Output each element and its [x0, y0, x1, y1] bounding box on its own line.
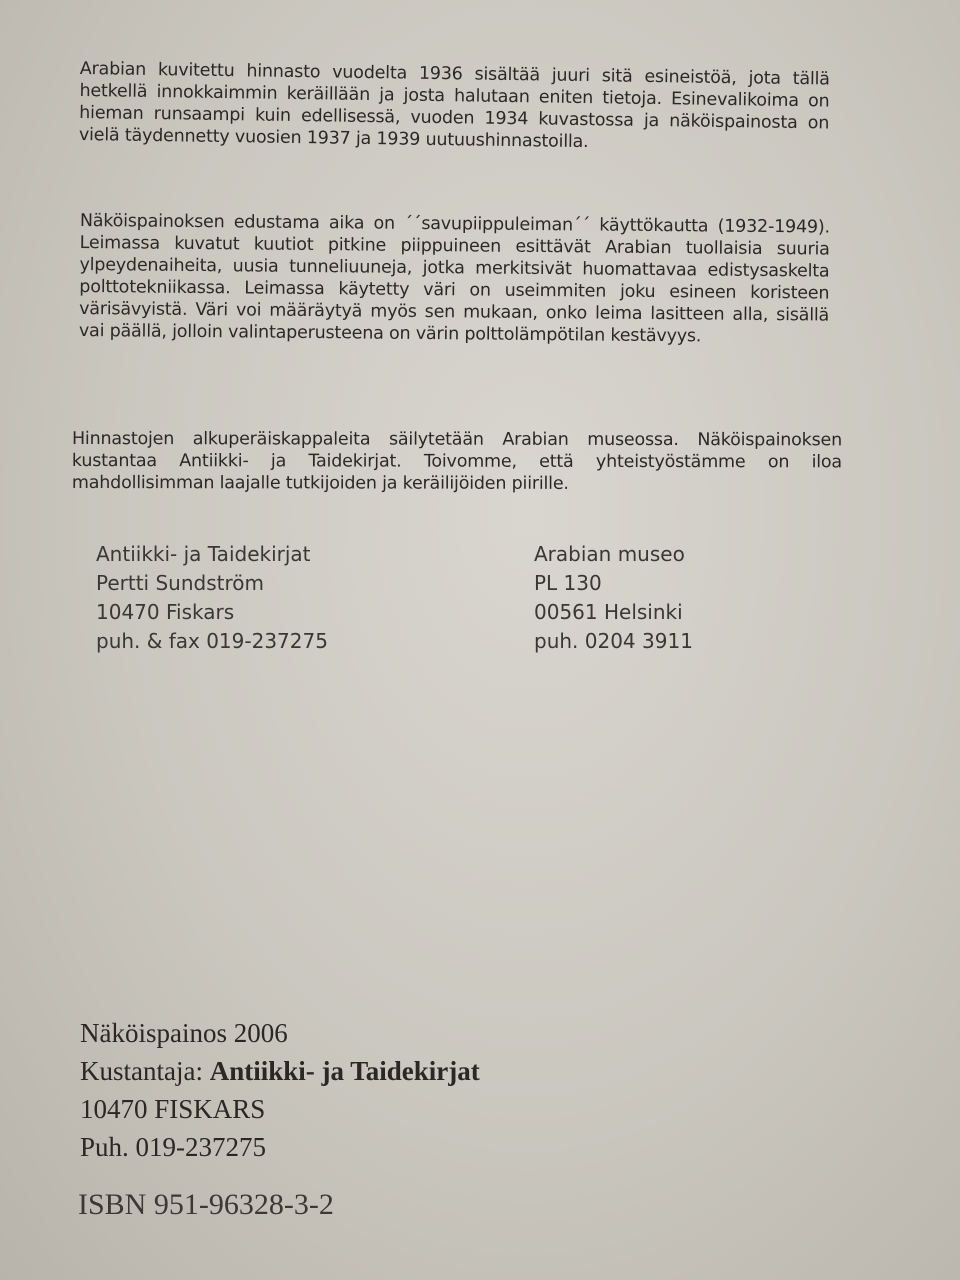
address-line: puh. 0204 3911: [534, 629, 693, 653]
address-line: Pertti Sundström: [96, 571, 264, 595]
address-line: Antiikki- ja Taidekirjat: [96, 542, 311, 566]
museum-paragraph: Hinnastojen alkuperäiskappaleita säilytetään Arabian museossa. Näköispainoksen kustantaa Antiikki- ja Taidekirjat. Toivomme, että yhteistyöstämme on iloa mahdollisimman laajalle tutkijoiden ja keräilijöiden piirille.: [71, 429, 842, 494]
edition-line: Näköispainos 2006: [80, 1018, 288, 1048]
address-line: 10470 Fiskars: [96, 600, 235, 624]
address-line: puh. & fax 019-237275: [96, 629, 328, 653]
address-line: 00561 Helsinki: [534, 600, 683, 624]
imprint-block: [80, 1014, 480, 1166]
address-line: PL 130: [534, 571, 602, 595]
isbn-number: ISBN 951-96328-3-2: [78, 1188, 334, 1221]
address-line: Arabian museo: [534, 542, 685, 566]
stamp-paragraph: Näköispainoksen edustama aika on ´´savupiippuleiman´´ käyttökautta (1932-1949). Leimassa kuvatut kuutiot pitkine piippuineen esittävät Arabian tuollaisia suuria ylpeydenaiheita, uusia tunneliuuneja, jotka merkitsivät huomattavaa edistysaskelta polttotekniikassa. Leimassa käytetty väri on useimmiten joku esineen koristeen värisävyistä. Väri voi määräytyä myös sen mukaan, onko leima lasitteen alla, sisällä vai päällä, jolloin valintaperusteena on värin polttolämpötilan kestävyys.: [78, 210, 830, 347]
publisher-name: Antiikki- ja Taidekirjat: [209, 1056, 480, 1086]
intro-paragraph: Arabian kuvitettu hinnasto vuodelta 1936 sisältää juuri sitä esineistöä, jota tällä hetkellä innokkaimmin keräillään ja josta halutaan eniten tietoja. Esinevalikoima on hieman runsaampi kuin edellisessä, vuoden 1934 kuvastossa ja näköispainosta on vielä täydennetty vuosien 1937 ja 1939 uutuushinnastoilla.: [78, 58, 830, 153]
museum-address: [534, 540, 693, 656]
publisher-line: [80, 1052, 480, 1090]
publisher-label: Kustantaja:: [80, 1056, 203, 1086]
phone-line: Puh. 019-237275: [80, 1132, 267, 1162]
publisher-address: [96, 540, 328, 656]
city-line: 10470 FISKARS: [80, 1094, 266, 1124]
